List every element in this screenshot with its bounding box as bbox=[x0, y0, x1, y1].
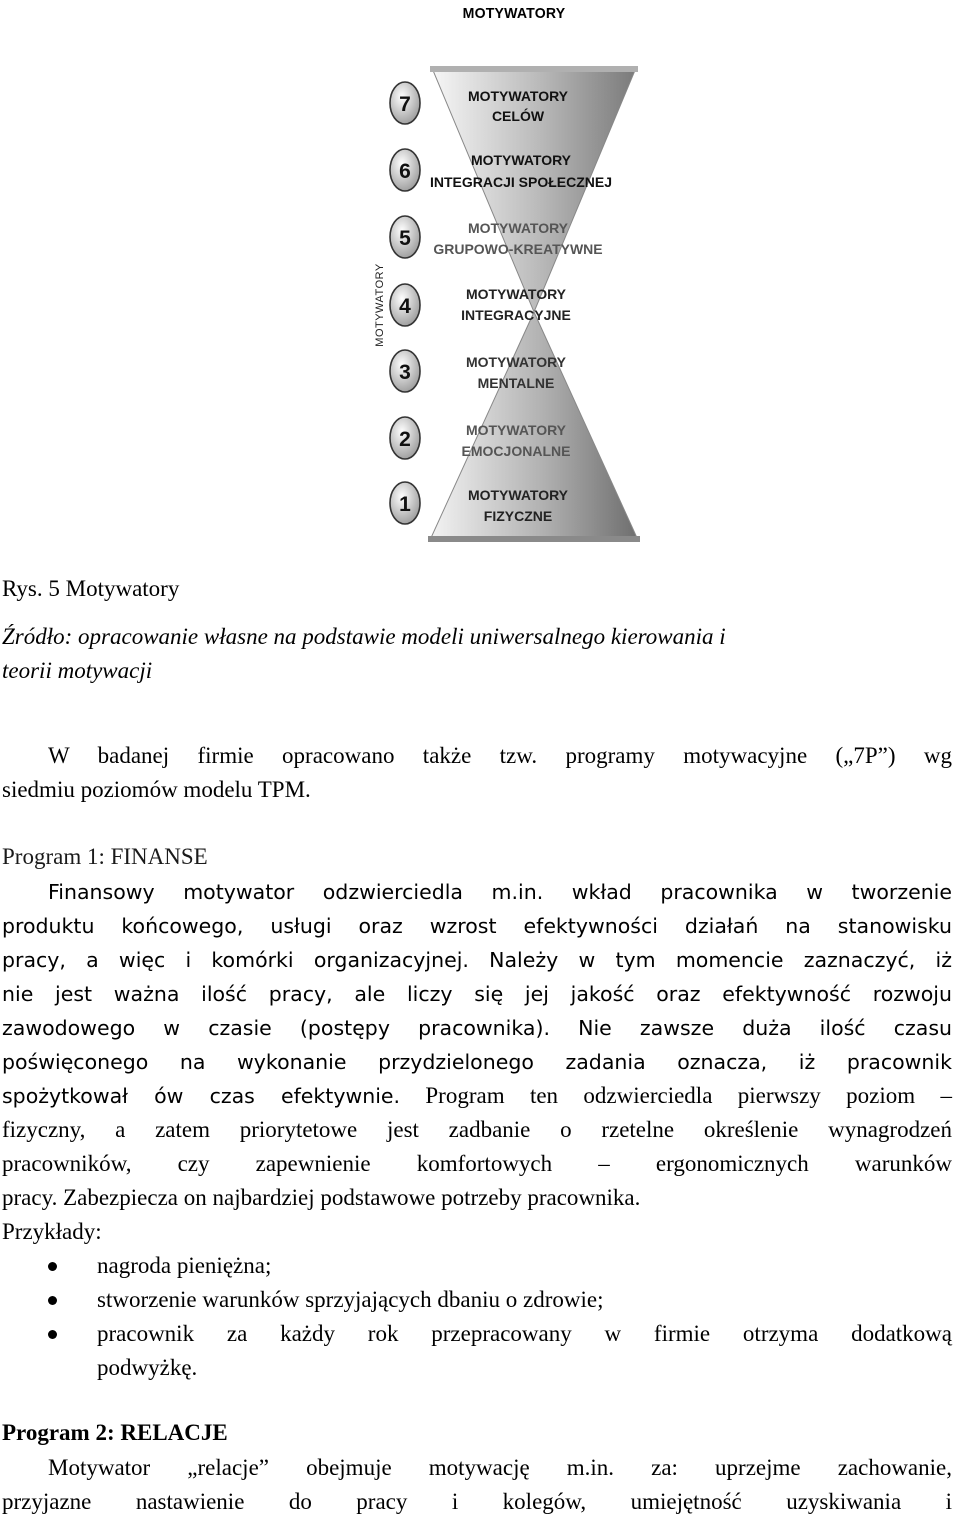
example-item: nagroda pieniężna; bbox=[97, 1253, 272, 1278]
examples-label: Przykłady: bbox=[2, 1219, 102, 1244]
level-line1: MOTYWATORY bbox=[467, 220, 569, 236]
level-line1: MOTYWATORY bbox=[465, 286, 567, 302]
program1-paragraph-line: nie jest ważna ilość pracy, ale liczy się jej jakość oraz efektywność rozwoju bbox=[2, 982, 952, 1006]
level-number: 1 bbox=[399, 493, 411, 516]
program1-mixed-line bbox=[2, 1079, 952, 1113]
program2-heading: Program 2: RELACJE bbox=[2, 1420, 228, 1445]
level-line2: FIZYCZNE bbox=[483, 508, 553, 524]
program2-paragraph-line: Motywator „relacje” obejmuje motywację m.in. za: uprzejme zachowanie, bbox=[48, 1455, 952, 1480]
intro-line-1: W badanej firmie opracowano także tzw. programy motywacyjne („7P”) wg bbox=[48, 743, 952, 768]
level-number: 7 bbox=[399, 93, 411, 116]
level-line1: MOTYWATORY bbox=[470, 152, 572, 168]
level-line1: MOTYWATORY bbox=[467, 88, 569, 104]
program1-paragraph-line: produktu końcowego, usługi oraz wzrost efektywności działań na stanowisku bbox=[2, 914, 952, 938]
bullet-icon bbox=[48, 1262, 57, 1271]
level-line2: MENTALNE bbox=[477, 375, 555, 391]
mixed-serif-part: Program ten odzwierciedla pierwszy poziom – bbox=[400, 1083, 952, 1108]
example-item: stworzenie warunków sprzyjających dbaniu o zdrowie; bbox=[97, 1287, 604, 1312]
program1-paragraph-line: fizyczny, a zatem priorytetowe jest zadbanie o rzetelne określenie wynagrodzeń bbox=[2, 1117, 952, 1142]
hourglass-diagram bbox=[0, 0, 960, 560]
level-line2: INTEGRACYJNE bbox=[461, 307, 571, 323]
bullet-icon bbox=[48, 1330, 57, 1339]
program1-paragraph-line: zawodowego w czasie (postępy pracownika). Nie zawsze duża ilość czasu bbox=[2, 1016, 952, 1040]
program1-heading: Program 1: FINANSE bbox=[2, 844, 208, 869]
example-item-continuation: podwyżkę. bbox=[97, 1355, 198, 1380]
program1-paragraph-line: poświęconego na wykonanie przydzielonego zadania oznacza, iż pracownik bbox=[2, 1050, 952, 1074]
level-line2: GRUPOWO-KREATYWNE bbox=[433, 241, 603, 257]
bullet-icon bbox=[48, 1296, 57, 1305]
level-number: 2 bbox=[399, 428, 411, 451]
level-number: 4 bbox=[399, 295, 411, 318]
level-number: 6 bbox=[399, 160, 411, 183]
vertical-axis-label: MOTYWATORY bbox=[374, 263, 386, 347]
hourglass-bar-bottom bbox=[428, 536, 640, 542]
level-number: 5 bbox=[399, 227, 411, 250]
level-number: 3 bbox=[399, 361, 411, 384]
level-line2: CELÓW bbox=[491, 108, 545, 124]
level-line1: MOTYWATORY bbox=[467, 487, 569, 503]
figure-source-line-2: teorii motywacji bbox=[2, 658, 153, 683]
intro-line-2: siedmiu poziomów modelu TPM. bbox=[2, 777, 311, 802]
motywatory-figure bbox=[0, 0, 960, 560]
program1-paragraph-line: pracy, a więc i komórki organizacyjnej. Należy w tym momencie zaznaczyć, iż bbox=[2, 948, 952, 972]
program1-paragraph-line: Finansowy motywator odzwierciedla m.in. wkład pracownika w tworzenie bbox=[48, 880, 952, 904]
level-4 bbox=[390, 284, 571, 326]
example-item: pracownik za każdy rok przepracowany w firmie otrzyma dodatkową bbox=[97, 1321, 952, 1346]
program1-paragraph-line: pracy. Zabezpiecza on najbardziej podstawowe potrzeby pracownika. bbox=[2, 1185, 641, 1210]
mixed-sans-part: spożytkował ów czas efektywnie. bbox=[2, 1084, 401, 1108]
hourglass-upper bbox=[429, 68, 636, 312]
figure-source-line-1: Źródło: opracowanie własne na podstawie modeli uniwersalnego kierowania i bbox=[2, 624, 726, 649]
level-line2: INTEGRACJI SPOŁECZNEJ bbox=[429, 174, 613, 190]
hourglass-bar-top bbox=[430, 66, 638, 72]
figure-title: MOTYWATORY bbox=[462, 5, 566, 22]
level-line1: MOTYWATORY bbox=[465, 422, 567, 438]
program1-paragraph-line: pracowników, czy zapewnienie komfortowych – ergonomicznych warunków bbox=[2, 1151, 952, 1176]
level-line1: MOTYWATORY bbox=[465, 354, 567, 370]
figure-caption: Rys. 5 Motywatory bbox=[2, 576, 180, 601]
program2-paragraph-line: przyjazne nastawienie do pracy i kolegów, umiejętność uzyskiwania i bbox=[2, 1489, 952, 1514]
level-line2: EMOCJONALNE bbox=[461, 443, 571, 459]
